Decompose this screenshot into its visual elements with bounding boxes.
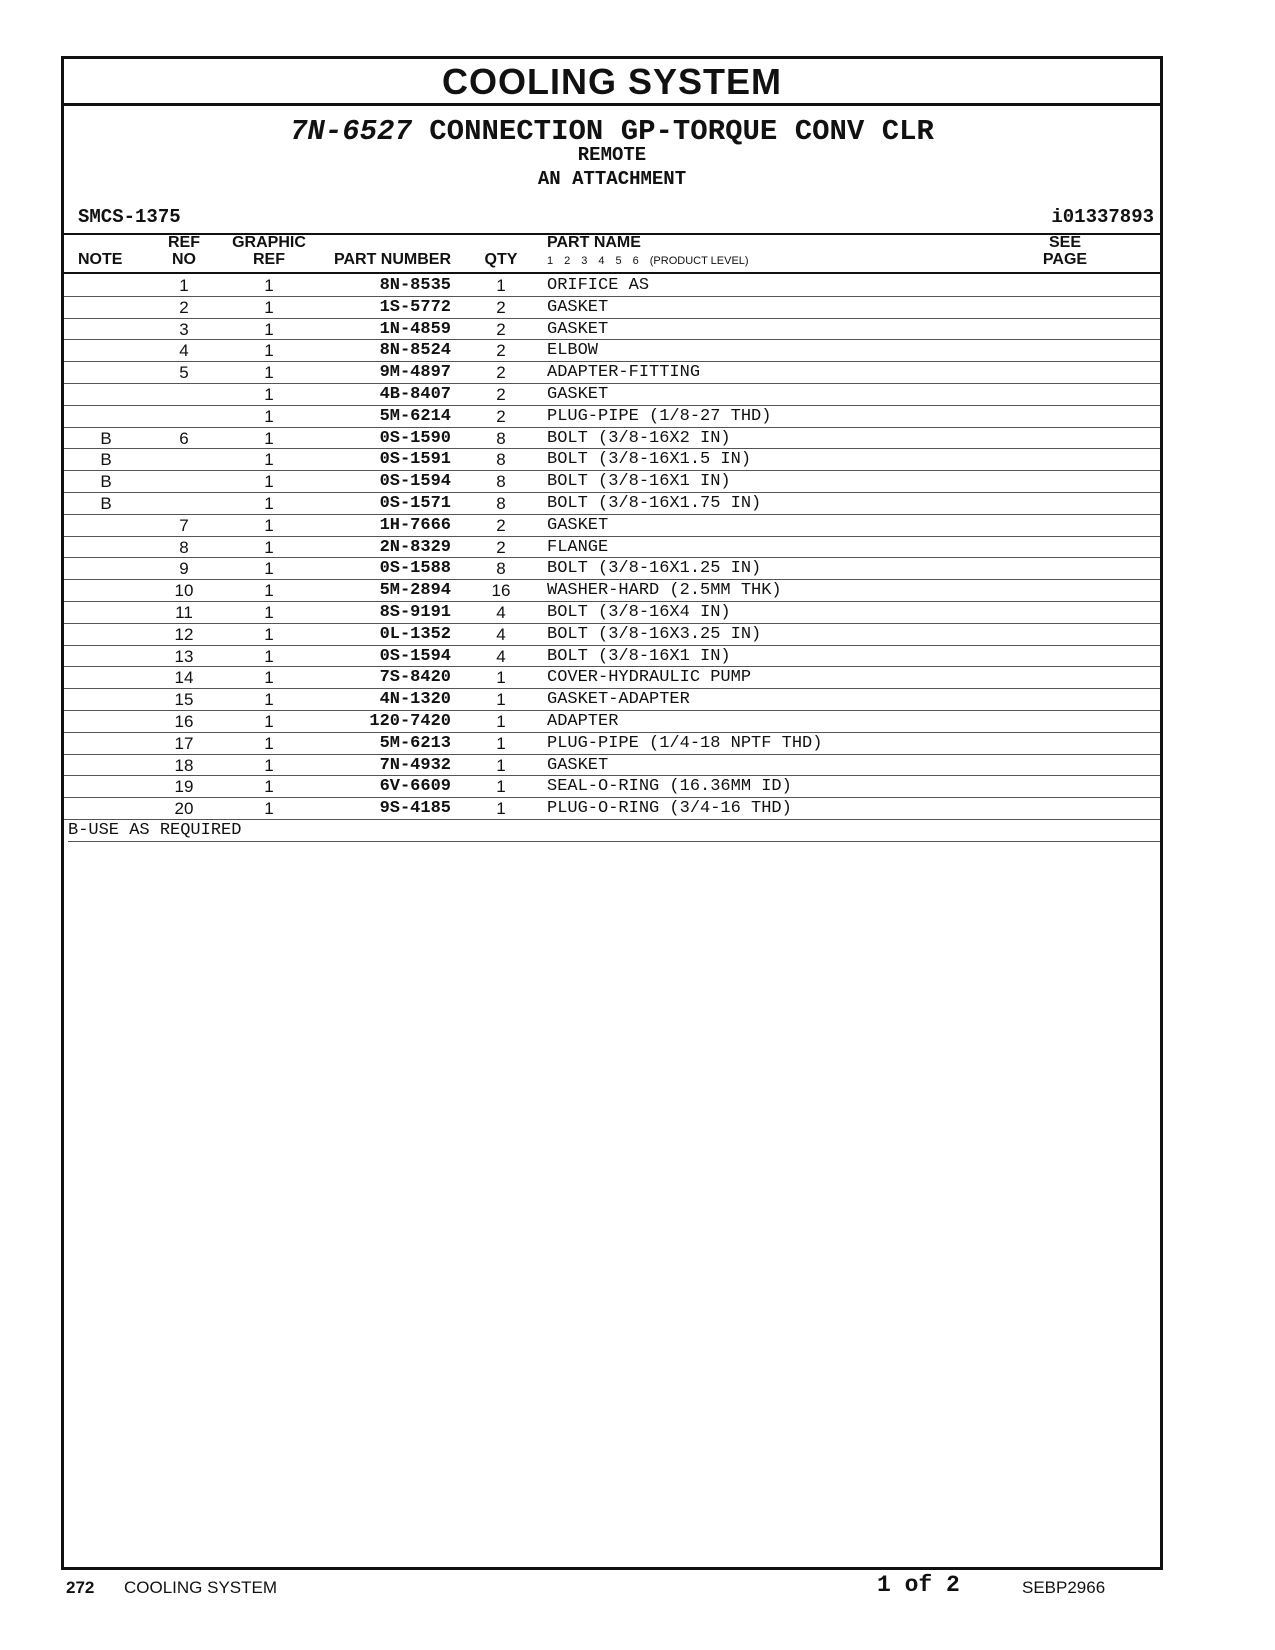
row-part-name: ORIFICE AS <box>547 276 650 295</box>
row-ref-no: 9 <box>179 559 189 579</box>
col-graphic-bottom: REF <box>253 251 285 268</box>
row-qty: 2 <box>496 363 506 383</box>
row-ref-no: 14 <box>174 668 194 688</box>
row-part-name: BOLT (3/8-16X1.25 IN) <box>547 559 762 579</box>
row-qty: 1 <box>496 799 506 819</box>
row-ref-no: 10 <box>174 581 194 601</box>
row-ref-no: 18 <box>174 755 194 775</box>
row-graphic-ref: 1 <box>264 406 274 426</box>
row-part-name: BOLT (3/8-16X1 IN) <box>547 472 731 492</box>
row-part-name: PLUG-PIPE (1/4-18 NPTF THD) <box>547 733 823 753</box>
row-ref-no: 6 <box>179 428 189 448</box>
row-qty: 16 <box>491 581 511 601</box>
product-level-5: 5 <box>615 255 622 267</box>
row-graphic-ref: 1 <box>264 472 274 492</box>
table-row <box>64 427 1160 450</box>
table-row <box>64 579 1160 602</box>
product-level-2: 2 <box>564 255 571 267</box>
row-ref-no: 2 <box>179 297 189 317</box>
row-qty: 2 <box>496 385 506 404</box>
table-row <box>64 688 1160 711</box>
col-ref-top: REF <box>168 234 200 251</box>
col-qty: QTY <box>484 251 518 268</box>
row-ref-no: 17 <box>174 733 194 753</box>
table-row <box>64 296 1160 319</box>
row-part-name: PLUG-PIPE (1/8-27 THD) <box>547 406 772 426</box>
group-part-number: 7N-6527 <box>290 115 412 148</box>
row-part-number: 1S-5772 <box>379 297 451 317</box>
product-level-4: 4 <box>598 255 605 267</box>
row-ref-no: 7 <box>179 515 189 535</box>
row-graphic-ref: 1 <box>264 712 274 731</box>
row-part-name: PLUG-O-RING (3/4-16 THD) <box>547 799 792 819</box>
col-graphic-top: GRAPHIC <box>232 234 306 251</box>
smcs-code: SMCS-1375 <box>78 206 181 228</box>
row-part-name: WASHER-HARD (2.5MM THK) <box>547 581 782 601</box>
row-ref-no: 13 <box>174 646 194 666</box>
row-qty: 1 <box>496 777 506 797</box>
row-part-number: 0S-1594 <box>379 646 451 666</box>
row-qty: 1 <box>496 712 506 731</box>
row-part-name: GASKET <box>547 385 609 404</box>
row-part-name: GASKET-ADAPTER <box>547 690 690 710</box>
table-row <box>64 361 1160 384</box>
row-qty: 2 <box>496 515 506 535</box>
row-part-name: GASKET <box>547 755 609 775</box>
row-part-name: SEAL-O-RING (16.36MM ID) <box>547 777 792 797</box>
row-ref-no: 15 <box>174 690 194 710</box>
table-row <box>64 732 1160 755</box>
parts-page-frame <box>61 56 1163 1570</box>
col-see-top: SEE <box>1048 234 1081 251</box>
row-part-number: 7S-8420 <box>379 668 451 688</box>
row-part-name: BOLT (3/8-16X1 IN) <box>547 646 731 666</box>
row-qty: 1 <box>496 755 506 775</box>
row-graphic-ref: 1 <box>264 341 274 361</box>
row-graphic-ref: 1 <box>264 799 274 819</box>
row-ref-no: 5 <box>179 363 189 383</box>
row-ref-no: 20 <box>174 799 194 819</box>
row-qty: 4 <box>496 603 506 622</box>
row-ref-no: 16 <box>174 712 194 731</box>
row-graphic-ref: 1 <box>264 733 274 753</box>
row-part-number: 6V-6609 <box>379 777 451 797</box>
table-row <box>64 710 1160 733</box>
row-ref-no: 12 <box>174 624 194 644</box>
group-subline-1: REMOTE <box>577 144 647 166</box>
row-part-number: 0L-1352 <box>379 624 451 644</box>
row-graphic-ref: 1 <box>264 624 274 644</box>
footnote: B-USE AS REQUIRED <box>68 819 1160 842</box>
row-qty: 8 <box>496 450 506 470</box>
row-graphic-ref: 1 <box>264 276 274 295</box>
row-part-number: 0S-1571 <box>379 494 451 513</box>
table-row <box>64 754 1160 777</box>
row-qty: 8 <box>496 472 506 492</box>
product-level-1: 1 <box>547 255 554 267</box>
row-part-number: 4B-8407 <box>379 385 451 404</box>
table-row <box>64 536 1160 559</box>
row-part-number: 1N-4859 <box>379 319 451 339</box>
row-qty: 2 <box>496 537 506 557</box>
row-part-number: 0S-1588 <box>379 559 451 579</box>
row-part-name: ELBOW <box>547 341 599 361</box>
row-part-number: 0S-1591 <box>379 450 451 470</box>
row-graphic-ref: 1 <box>264 363 274 383</box>
row-ref-no: 11 <box>175 603 193 622</box>
table-row <box>64 318 1160 341</box>
table-row <box>64 274 1160 297</box>
row-part-number: 4N-1320 <box>379 690 451 710</box>
row-ref-no: 8 <box>179 537 189 557</box>
row-ref-no: 1 <box>179 276 189 295</box>
table-row <box>64 514 1160 537</box>
table-row <box>64 383 1160 406</box>
row-part-name: BOLT (3/8-16X1.5 IN) <box>547 450 752 470</box>
table-row <box>64 623 1160 646</box>
row-part-number: 0S-1594 <box>379 472 451 492</box>
row-graphic-ref: 1 <box>264 450 274 470</box>
row-part-number: 9M-4897 <box>379 363 451 383</box>
row-graphic-ref: 1 <box>264 668 274 688</box>
row-note: B <box>100 450 112 470</box>
row-qty: 2 <box>496 341 506 361</box>
col-ref-bottom: NO <box>172 251 196 268</box>
illustration-id: i01337893 <box>1051 206 1154 228</box>
row-part-name: GASKET <box>547 319 609 339</box>
table-row <box>64 601 1160 624</box>
table-row <box>64 797 1160 820</box>
section-title: COOLING SYSTEM <box>64 59 1160 106</box>
table-row <box>64 448 1160 471</box>
row-qty: 4 <box>496 624 506 644</box>
row-graphic-ref: 1 <box>264 755 274 775</box>
row-part-name: ADAPTER-FITTING <box>547 363 701 383</box>
row-part-number: 120-7420 <box>369 712 451 731</box>
row-part-number: 8N-8535 <box>379 276 451 295</box>
row-part-number: 8N-8524 <box>379 341 451 361</box>
row-graphic-ref: 1 <box>264 515 274 535</box>
row-qty: 4 <box>496 646 506 666</box>
table-row <box>64 405 1160 428</box>
row-part-number: 2N-8329 <box>379 537 451 557</box>
row-note: B <box>100 494 112 513</box>
row-graphic-ref: 1 <box>264 603 274 622</box>
row-part-number: 1H-7666 <box>379 515 451 535</box>
row-ref-no: 4 <box>179 341 189 361</box>
document-id: SEBP2966 <box>1022 1578 1106 1597</box>
row-part-number: 9S-4185 <box>379 799 451 819</box>
row-graphic-ref: 1 <box>264 777 274 797</box>
table-row <box>64 666 1160 689</box>
row-graphic-ref: 1 <box>264 319 274 339</box>
row-part-name: FLANGE <box>547 537 609 557</box>
row-graphic-ref: 1 <box>264 581 274 601</box>
table-row <box>64 645 1160 668</box>
product-level-3: 3 <box>581 255 588 267</box>
table-row <box>64 775 1160 798</box>
row-qty: 1 <box>496 690 506 710</box>
row-part-number: 7N-4932 <box>379 755 451 775</box>
row-part-name: COVER-HYDRAULIC PUMP <box>547 668 752 688</box>
row-ref-no: 3 <box>179 319 189 339</box>
table-row <box>64 492 1160 515</box>
row-graphic-ref: 1 <box>264 646 274 666</box>
row-part-name: ADAPTER <box>547 712 619 731</box>
row-part-name: GASKET <box>547 297 609 317</box>
row-part-name: GASKET <box>547 515 609 535</box>
table-row <box>64 339 1160 362</box>
row-qty: 1 <box>496 276 506 295</box>
row-qty: 8 <box>496 428 506 448</box>
row-qty: 8 <box>496 559 506 579</box>
product-level-scale <box>547 255 760 267</box>
row-graphic-ref: 1 <box>264 494 274 513</box>
col-note: NOTE <box>78 251 123 268</box>
row-qty: 8 <box>496 494 506 513</box>
page-of: 1 of 2 <box>877 1572 960 1598</box>
row-part-number: 5M-2894 <box>379 581 451 601</box>
footer-section: COOLING SYSTEM <box>124 1578 278 1597</box>
row-graphic-ref: 1 <box>264 297 274 317</box>
row-part-number: 5M-6214 <box>379 406 451 426</box>
row-ref-no: 19 <box>174 777 194 797</box>
page-number: 272 <box>66 1578 95 1597</box>
row-graphic-ref: 1 <box>264 690 274 710</box>
row-part-name: BOLT (3/8-16X4 IN) <box>547 603 731 622</box>
row-part-name: BOLT (3/8-16X1.75 IN) <box>547 494 762 513</box>
table-row <box>64 470 1160 493</box>
row-graphic-ref: 1 <box>264 559 274 579</box>
row-part-number: 0S-1590 <box>379 428 451 448</box>
product-level-6: 6 <box>632 255 639 267</box>
row-qty: 1 <box>496 668 506 688</box>
col-see-bottom: PAGE <box>1042 251 1088 268</box>
group-description: CONNECTION GP-TORQUE CONV CLR <box>429 115 934 148</box>
table-row <box>64 557 1160 580</box>
row-qty: 1 <box>496 733 506 753</box>
row-note: B <box>100 428 112 448</box>
row-graphic-ref: 1 <box>264 537 274 557</box>
row-part-name: BOLT (3/8-16X2 IN) <box>547 428 731 448</box>
col-part-name: PART NAME <box>547 234 641 251</box>
row-qty: 2 <box>496 406 506 426</box>
row-qty: 2 <box>496 297 506 317</box>
col-part-number: PART NUMBER <box>333 251 451 268</box>
row-part-number: 8S-9191 <box>379 603 451 622</box>
row-part-name: BOLT (3/8-16X3.25 IN) <box>547 624 762 644</box>
group-subline-2: AN ATTACHMENT <box>537 168 687 190</box>
product-level-label: (PRODUCT LEVEL) <box>649 255 749 267</box>
row-graphic-ref: 1 <box>264 428 274 448</box>
row-graphic-ref: 1 <box>264 385 274 404</box>
row-part-number: 5M-6213 <box>379 733 451 753</box>
row-note: B <box>100 472 112 492</box>
row-qty: 2 <box>496 319 506 339</box>
